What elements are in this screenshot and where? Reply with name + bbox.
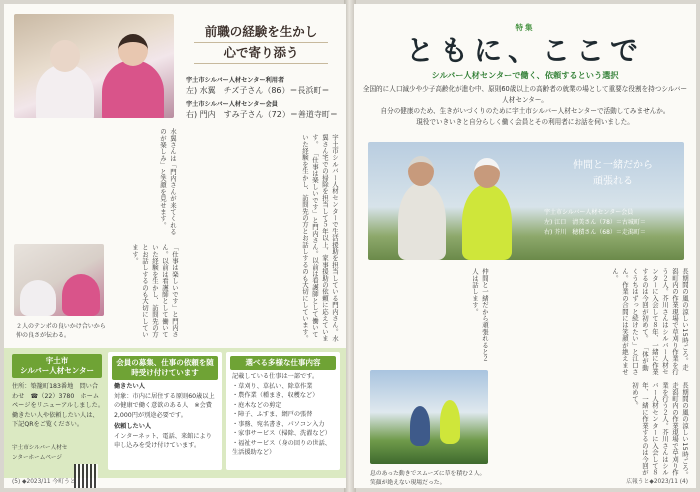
info-panel bbox=[4, 348, 346, 478]
recruit-text-2: インターネット、電話、来館により申し込みを受け付けています。 bbox=[114, 432, 212, 449]
field-caption: 息のあった動きでスムーズに草を積む２人。笑顔が絶えない現場だった。 bbox=[370, 471, 486, 486]
figure-man-left bbox=[398, 182, 446, 260]
person2-name: 右) 門内 すみ子さん（72）＝善道寺町＝ bbox=[186, 110, 338, 119]
jobs-item: ・障子、ふすま、網戸の張替 bbox=[232, 411, 313, 418]
photo-headline-1: 仲間と一緒だから bbox=[573, 160, 653, 171]
photo-name-1: 左) 江口 清美さん（78）＝古城町＝ bbox=[544, 219, 646, 226]
lead-line-2: 自分の健康のため、生きがいづくりのために宇土市シルバー人材センターで活動してみませんか。 bbox=[380, 107, 670, 115]
contact-title-line2: シルバー人材センター bbox=[20, 366, 94, 375]
photo-headline bbox=[558, 158, 668, 190]
feature-col-1: 長期間の風の涼しい15時ごろ。走潟町内の作業現場で草刈り作業を行う２人。芥川さんはシルバー人材センターに入会して８年、一緒に作業するのは今回が初めて。 bbox=[641, 268, 689, 376]
title-line-1: 前職の経験を生かし bbox=[204, 24, 318, 39]
photo-two-women bbox=[14, 14, 174, 118]
title-line-2: 心で寄り添う bbox=[223, 45, 299, 60]
jobs-item: ・草刈り、草払い、除草作業 bbox=[232, 382, 313, 390]
person1-name: 左) 水翼 チズ子さん（86）＝長浜町＝ bbox=[186, 86, 330, 95]
jobs-item: ・事務、宛名書き、パソコン入力 bbox=[232, 420, 325, 428]
head-man-left bbox=[408, 156, 434, 186]
body-text-left bbox=[14, 128, 178, 240]
recruit-heading-2: 依頼したい人 bbox=[114, 423, 152, 430]
lead-text bbox=[360, 84, 690, 128]
person1-role: 宇土市シルバー人材センター利用者 bbox=[186, 77, 285, 84]
photo-field-work bbox=[370, 370, 488, 464]
photo-two-men bbox=[368, 142, 684, 260]
photo-headline-2: 頑張れる bbox=[593, 176, 633, 187]
figure-worker-vest bbox=[440, 400, 460, 444]
figure-pink-small bbox=[62, 274, 100, 316]
recruit-heading-1: 働きたい人 bbox=[114, 383, 145, 390]
figure-elder bbox=[36, 64, 94, 118]
feature-col-4: 長期間の風の涼しい15時ごろ。走潟町内の作業現場で草刈り作業を行う２人。芥川さんはシルバー人材センターに入会して８年、一緒に作業するのは今回が初めて。 bbox=[631, 382, 689, 478]
contact-body: 住所：築籠町183番地 問い合わせ ☎（22）3780 ホームページをリニューアルしました。働きたい人や依頼したい人は、下記QRをご覧ください。 bbox=[12, 383, 105, 428]
body-text-right bbox=[186, 134, 340, 344]
jobs-item: ・福祉サービス（身の回りの世話、生活援助など） bbox=[232, 439, 331, 456]
recruit-body bbox=[114, 382, 218, 451]
jobs-item: ・農作業（種まき、収穫など） bbox=[232, 392, 319, 399]
head-man-right bbox=[474, 158, 500, 188]
jobs-body bbox=[232, 372, 336, 458]
figure-elder-small bbox=[20, 280, 56, 316]
left-page bbox=[4, 4, 346, 488]
title-rule-2 bbox=[194, 63, 328, 64]
feature-title: ともに、ここで bbox=[405, 34, 644, 67]
feature-body-left bbox=[368, 268, 490, 366]
photo-caption: ２人のテンポの良いかけ合いから仲の良さが伝わる。 bbox=[16, 323, 106, 339]
article-title bbox=[186, 22, 336, 64]
contact-title bbox=[12, 354, 102, 378]
photo-talking bbox=[14, 244, 104, 316]
head-pink bbox=[118, 34, 148, 66]
recruit-title: 会員の募集、仕事の依頼を随時受け付けています bbox=[112, 356, 218, 380]
contact-title-line1: 宇土市 bbox=[45, 356, 69, 365]
qr-label: 宇土市シルバー人材センターホームページ bbox=[12, 445, 68, 461]
figure-pink bbox=[102, 60, 164, 118]
person2-role: 宇土市シルバー人材センター会員 bbox=[186, 101, 278, 108]
figure-worker bbox=[410, 406, 430, 446]
feature-kicker: 特集 bbox=[515, 23, 535, 32]
feature-subtitle: シルバー人材センターで働く、依頼するという選択 bbox=[431, 70, 619, 80]
jobs-title: 選べる多様な仕事内容 bbox=[230, 356, 336, 370]
page-folio-right: 広報うと◆2023/11 (4) bbox=[626, 479, 688, 485]
head-elder bbox=[50, 40, 80, 72]
qr-code[interactable] bbox=[74, 464, 98, 488]
body-text-mid bbox=[110, 244, 180, 344]
right-page bbox=[354, 4, 696, 488]
recruit-text-1: 対象：市内に居住する原則60歳以上の健康で働く意欲のある人 ※会費2,000円が別途必要です。 bbox=[114, 392, 215, 419]
jobs-intro: 記載している仕事は一部です。 bbox=[232, 373, 319, 380]
body-col-2: 「仕事は楽しいです」と門内さん。以前は看護師として働いていた経験を生かし、訪問先の方とお話しするのも大切にしています。 bbox=[301, 134, 319, 342]
body-col-4: 「仕事は楽しいです」と門内さん。以前は看護師として働いていた経験を生かし、訪問先の方とお話しするのも大切にしています。 bbox=[131, 244, 179, 338]
feature-col-3: 仲間と一緒だから頑張れると２人は話します。 bbox=[471, 268, 489, 362]
feature-body-top bbox=[494, 268, 690, 376]
feature-col-2: 「体が動くうちはずっと続けたい」と江口さん。作業の合間には笑顔が絶えません。 bbox=[611, 268, 649, 376]
figure-man-vest bbox=[462, 184, 512, 260]
body-col-3: 水翼さんは「門内さんが来てくれるのが楽しみ」と笑顔を見せます。 bbox=[159, 128, 177, 236]
jobs-item: ・家事サービス（掃除、洗濯など） bbox=[232, 430, 331, 437]
lead-line-3: 現役でいきいきと自分らしく働く会員とその利用者にお話を伺いました。 bbox=[416, 118, 634, 126]
body-col-1: 宇土市シルバー人材センターで生活援助を担当している門内さん。水翼さん宅での掃除を担当して５年以上、家事援助の依頼に応えています。 bbox=[311, 134, 339, 342]
feature-body-bottom bbox=[494, 382, 690, 478]
photo-name-2: 右) 芥川 穂積さん（68）＝走潟町＝ bbox=[544, 229, 646, 236]
photo-role: 宇土市シルバー人材センター会員 bbox=[544, 209, 634, 216]
page-folio-left: (5) ◆2023/11 今町うと bbox=[12, 479, 76, 485]
people-credits bbox=[186, 76, 340, 120]
lead-line-1: 全国的に人口減少や少子高齢化が進む中、原則60歳以上の高齢者の就業の場として重要な役割を持つシルバー人材センター。 bbox=[362, 85, 688, 104]
photo-credits bbox=[544, 208, 680, 238]
jobs-item: ・庭木などの剪定 bbox=[232, 401, 282, 409]
